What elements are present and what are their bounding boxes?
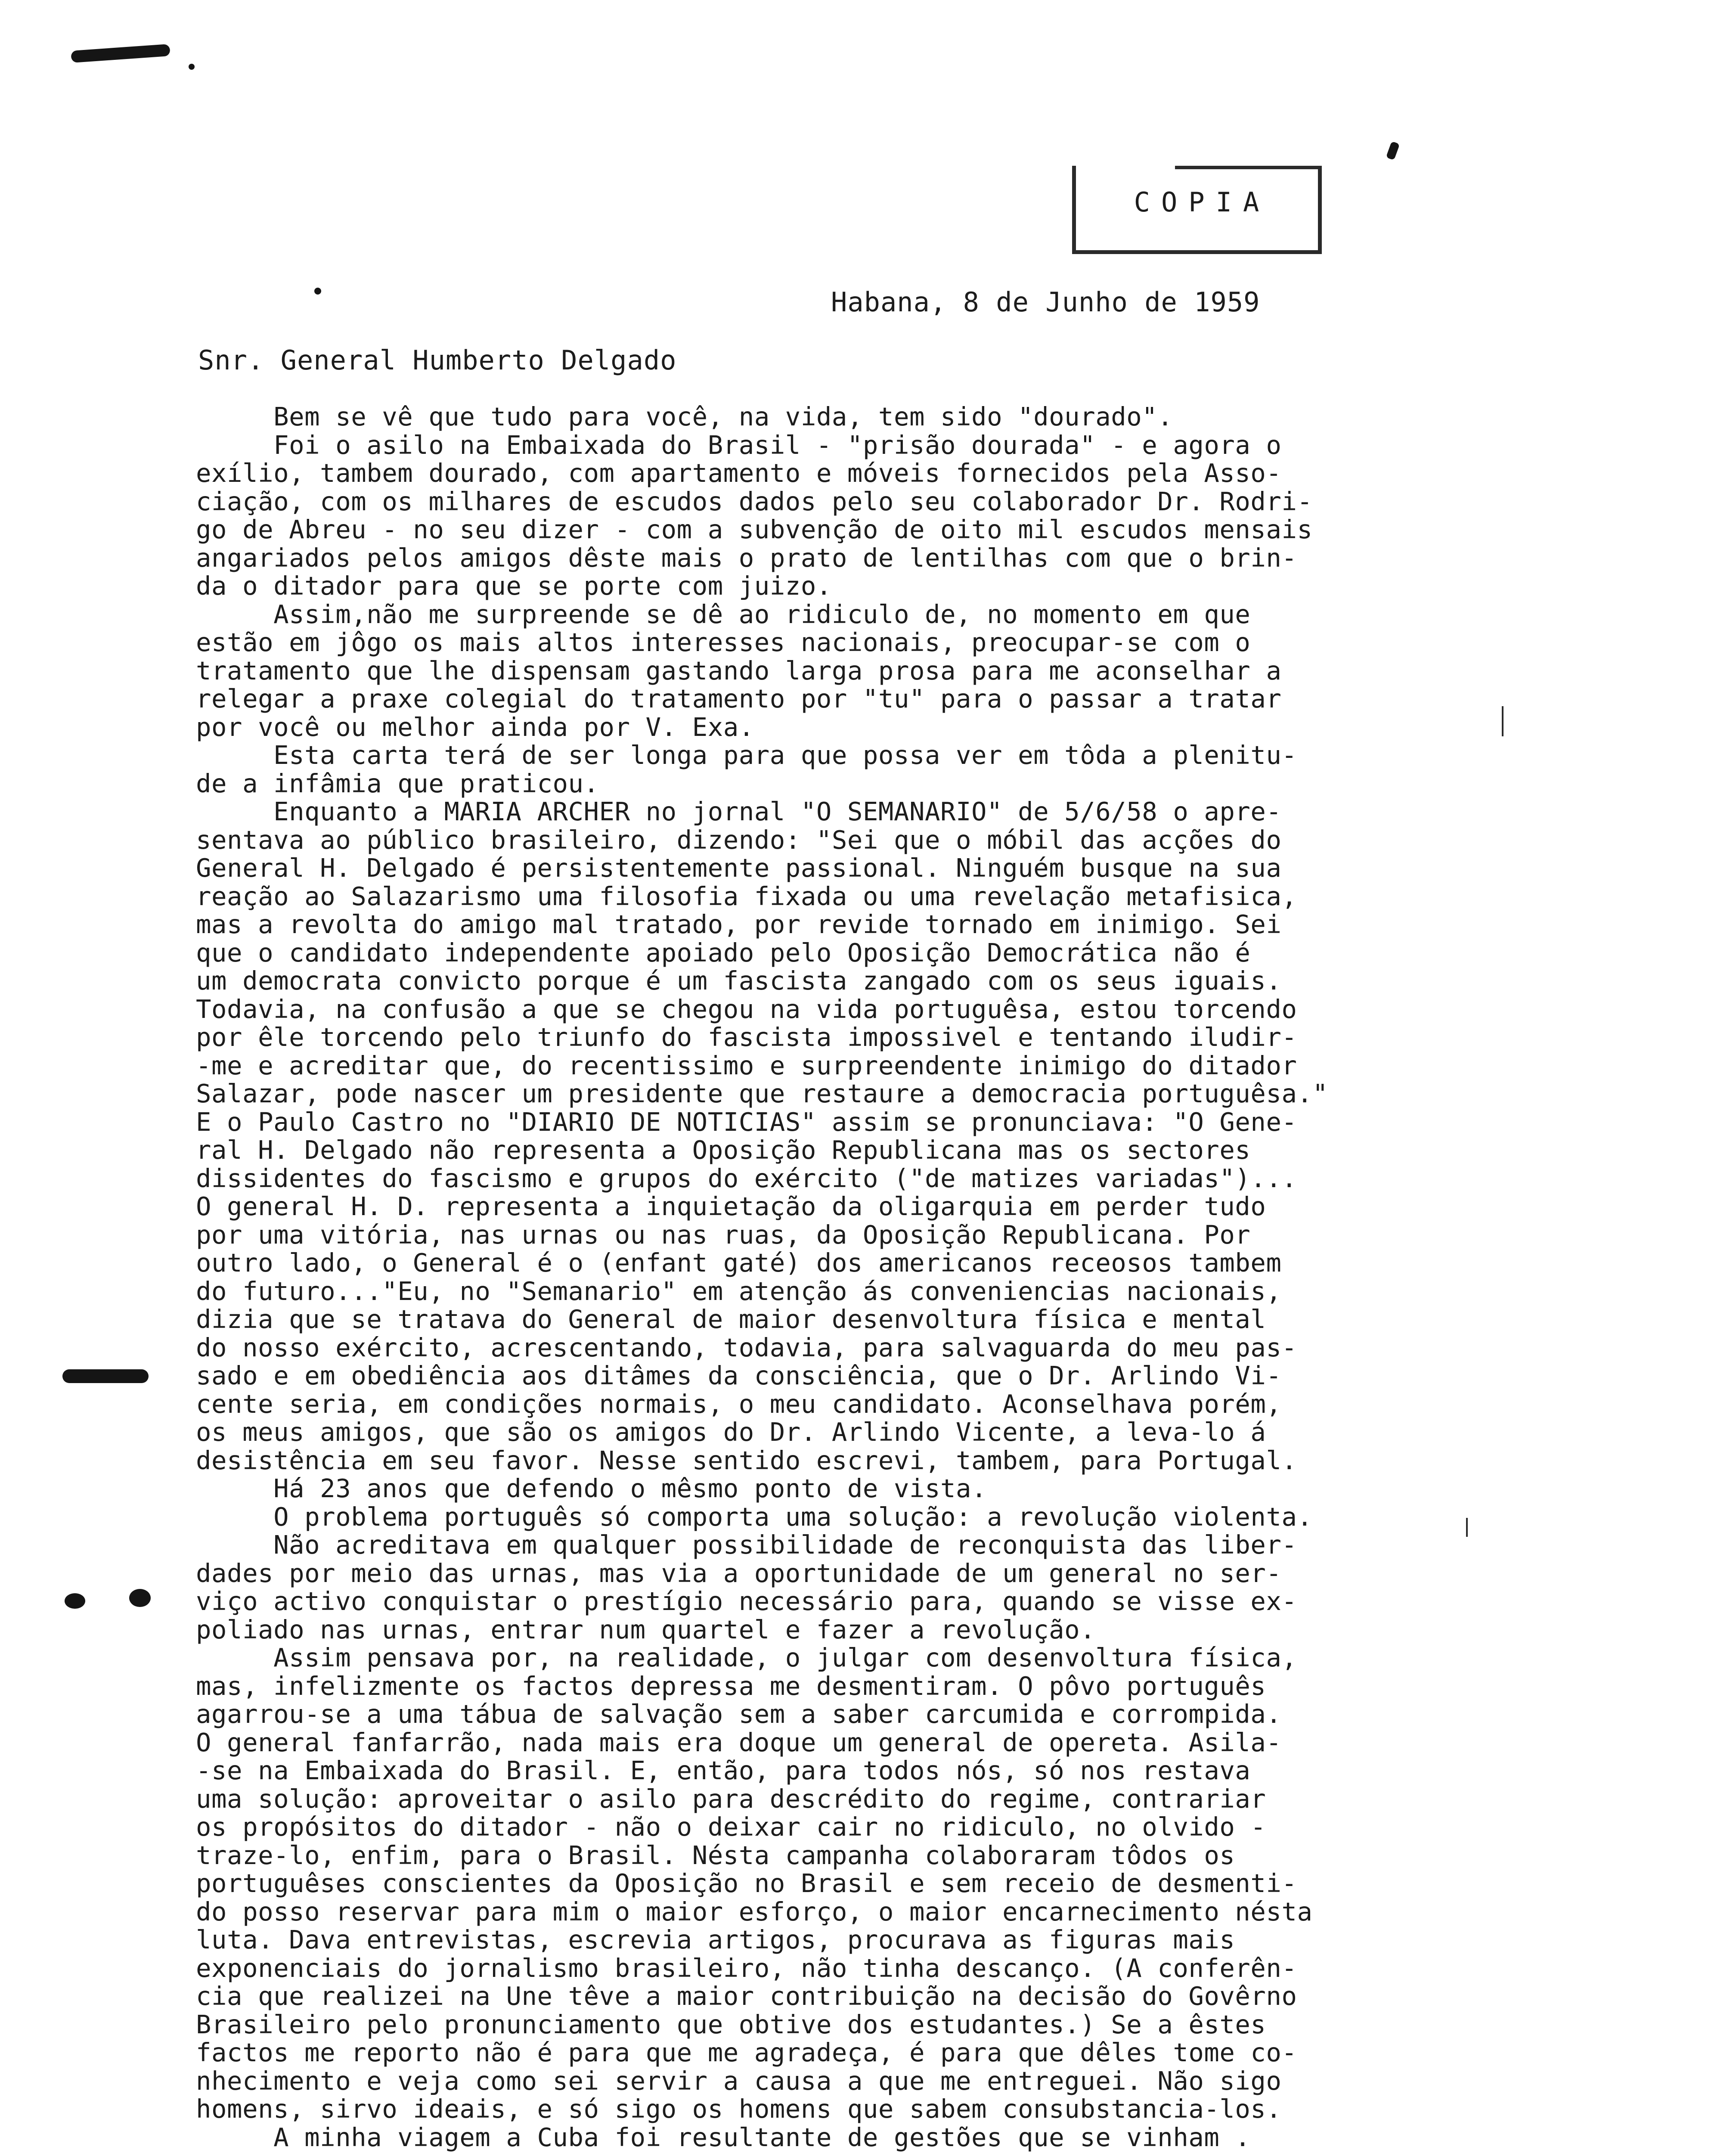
body-line: de a infâmia que praticou. [196, 768, 599, 798]
body-line: os meus amigos, que são os amigos do Dr. Arlindo Vicente, a leva-lo á [196, 1417, 1266, 1447]
body-line: ciação, com os milhares de escudos dados pelo seu colaborador Dr. Rodri- [196, 486, 1313, 516]
letter-body [196, 403, 1488, 2151]
body-line: O problema português só comporta uma solução: a revolução violenta. [196, 1502, 1313, 1532]
body-line: portuguêses conscientes da Oposição no Brasil e sem receio de desmenti- [196, 1868, 1297, 1898]
body-line: ral H. Delgado não representa a Oposição Republicana mas os sectores [196, 1135, 1251, 1165]
letter-salutation: Snr. General Humberto Delgado [198, 344, 677, 376]
body-line: por uma vitória, nas urnas ou nas ruas, da Oposição Republicana. Por [196, 1219, 1251, 1250]
body-line: mas, infelizmente os factos depressa me desmentiram. O pôvo português [196, 1671, 1266, 1701]
body-line: homens, sirvo ideais, e só sigo os homens que sabem consubstancia-los. [196, 2094, 1282, 2124]
punch-mark-lower-left [65, 1593, 85, 1609]
body-line: traze-lo, enfim, para o Brasil. Nésta campanha colaboraram tôdos os [196, 1840, 1235, 1870]
body-line: sentava ao público brasileiro, dizendo: "Sei que o móbil das acções do [196, 825, 1282, 855]
body-line: sado e em obediência aos ditâmes da consciência, que o Dr. Arlindo Vi- [196, 1361, 1282, 1390]
body-line: mas a revolta do amigo mal tratado, por revide tornado em inimigo. Sei [196, 909, 1282, 939]
body-line: A minha viagem a Cuba foi resultante de gestões que se vinham . [196, 2122, 1251, 2152]
body-line: -se na Embaixada do Brasil. E, então, para todos nós, só nos restava [196, 1756, 1251, 1785]
body-line: da o ditador para que se porte com juizo. [196, 571, 832, 601]
body-line: factos me reporto não é para que me agradeça, é para que dêles tome co- [196, 2038, 1297, 2067]
body-line: outro lado, o General é o (enfant gaté) dos americanos receosos tambem [196, 1248, 1282, 1278]
body-line: Brasileiro pelo pronunciamento que obtive dos estudantes.) Se a êstes [196, 2009, 1266, 2039]
body-line: estão em jôgo os mais altos interesses nacionais, preocupar-se com o [196, 627, 1251, 657]
body-line: uma solução: aproveitar o asilo para descrédito do regime, contrariar [196, 1784, 1266, 1814]
body-line: cia que realizei na Une têve a maior contribuição na decisão do Govêrno [196, 1981, 1297, 2011]
body-line: dizia que se tratava do General de maior desenvoltura física e mental [196, 1304, 1266, 1334]
body-line: -me e acreditar que, do recentissimo e surpreendente inimigo do ditador [196, 1050, 1297, 1080]
body-line: agarrou-se a uma tábua de salvação sem a saber carcumida e corrompida. [196, 1699, 1282, 1729]
body-line: dades por meio das urnas, mas via a oportunidade de um general no ser- [196, 1558, 1282, 1588]
body-line: os propósitos do ditador - não o deixar cair no ridiculo, no olvido - [196, 1812, 1266, 1842]
body-line: O general fanfarrão, nada mais era doque um general de opereta. Asila- [196, 1727, 1282, 1757]
margin-tick-right-1 [1502, 706, 1504, 736]
body-line: do futuro..."Eu, no "Semanario" em atenção ás conveniencias nacionais, [196, 1276, 1282, 1306]
copia-stamp-box [1072, 166, 1322, 254]
body-line: Salazar, pode nascer um presidente que restaure a democracia portuguêsa." [196, 1079, 1328, 1108]
body-line: Assim,não me surpreende se dê ao ridiculo de, no momento em que [196, 599, 1251, 629]
body-line: General H. Delgado é persistentemente passional. Ninguém busque na sua [196, 853, 1282, 883]
body-line: Todavia, na confusão a que se chegou na vida portuguêsa, estou torcendo [196, 994, 1297, 1024]
body-line: Bem se vê que tudo para você, na vida, tem sido "dourado". [196, 402, 1173, 431]
copia-label: COPIA [1134, 186, 1271, 218]
punch-mark-lower-right [129, 1589, 151, 1607]
body-line: do posso reservar para mim o maior esforço, o maior encarnecimento nésta [196, 1896, 1313, 1927]
body-line: um democrata convicto porque é um fascista zangado com os seus iguais. [196, 966, 1282, 996]
ink-dot-near-date [314, 288, 321, 295]
body-line: do nosso exército, acrescentando, todavia, para salvaguarda do meu pas- [196, 1332, 1297, 1362]
body-line: Não acreditava em qualquer possibilidade de reconquista das liber- [196, 1530, 1297, 1560]
copia-box-top-line [1175, 166, 1318, 169]
body-line: reação ao Salazarismo uma filosofia fixada ou uma revelação metafisica, [196, 881, 1297, 911]
body-line: viço activo conquistar o prestígio necessário para, quando se visse ex- [196, 1586, 1297, 1616]
body-line: O general H. D. representa a inquietação da oligarquia em perder tudo [196, 1191, 1266, 1221]
body-line: Há 23 anos que defendo o mêsmo ponto de vista. [196, 1474, 987, 1503]
body-line: exílio, tambem dourado, com apartamento e móveis fornecidos pela Asso- [196, 458, 1282, 488]
body-line: relegar a praxe colegial do tratamento por "tu" para o passar a tratar [196, 684, 1282, 714]
body-line: exponenciais do jornalismo brasileiro, não tinha descanço. (A conferên- [196, 1953, 1297, 1983]
body-line: que o candidato independente apoiado pelo Oposição Democrática não é [196, 937, 1251, 968]
body-line: Assim pensava por, na realidade, o julgar com desenvoltura física, [196, 1643, 1297, 1672]
ink-blot-top-left [71, 44, 170, 63]
body-line: Enquanto a MARIA ARCHER no jornal "O SEMANARIO" de 5/6/58 o apre- [196, 797, 1282, 826]
body-line: dissidentes do fascismo e grupos do exército ("de matizes variadas")... [196, 1163, 1297, 1193]
body-line: Foi o asilo na Embaixada do Brasil - "prisão dourada" - e agora o [196, 430, 1282, 460]
body-line: desistência em seu favor. Nesse sentido escrevi, tambem, para Portugal. [196, 1445, 1297, 1475]
body-line: poliado nas urnas, entrar num quartel e fazer a revolução. [196, 1614, 1096, 1644]
body-line: por êle torcendo pelo triunfo do fascista impossivel e tentando iludir- [196, 1022, 1297, 1052]
body-line: E o Paulo Castro no "DIARIO DE NOTICIAS" assim se pronunciava: "O Gene- [196, 1107, 1297, 1137]
ink-mark-top-right [1386, 141, 1400, 160]
body-line: angariados pelos amigos dêste mais o prato de lentilhas com que o brin- [196, 543, 1297, 573]
body-line: luta. Dava entrevistas, escrevia artigos, procurava as figuras mais [196, 1925, 1235, 1954]
body-line: por você ou melhor ainda por V. Exa. [196, 712, 754, 742]
letter-date: Habana, 8 de Junho de 1959 [831, 286, 1260, 318]
ink-dot-top-left [189, 64, 195, 70]
body-line: nhecimento e veja como sei servir a causa a que me entreguei. Não sigo [196, 2066, 1282, 2096]
body-line: go de Abreu - no seu dizer - com a subvenção de oito mil escudos mensais [196, 515, 1313, 544]
body-line: Esta carta terá de ser longa para que possa ver em tôda a plenitu- [196, 740, 1297, 770]
body-line: tratamento que lhe dispensam gastando larga prosa para me aconselhar a [196, 655, 1282, 686]
punch-mark-upper [62, 1369, 149, 1383]
body-line: cente seria, em condições normais, o meu candidato. Aconselhava porém, [196, 1389, 1282, 1419]
